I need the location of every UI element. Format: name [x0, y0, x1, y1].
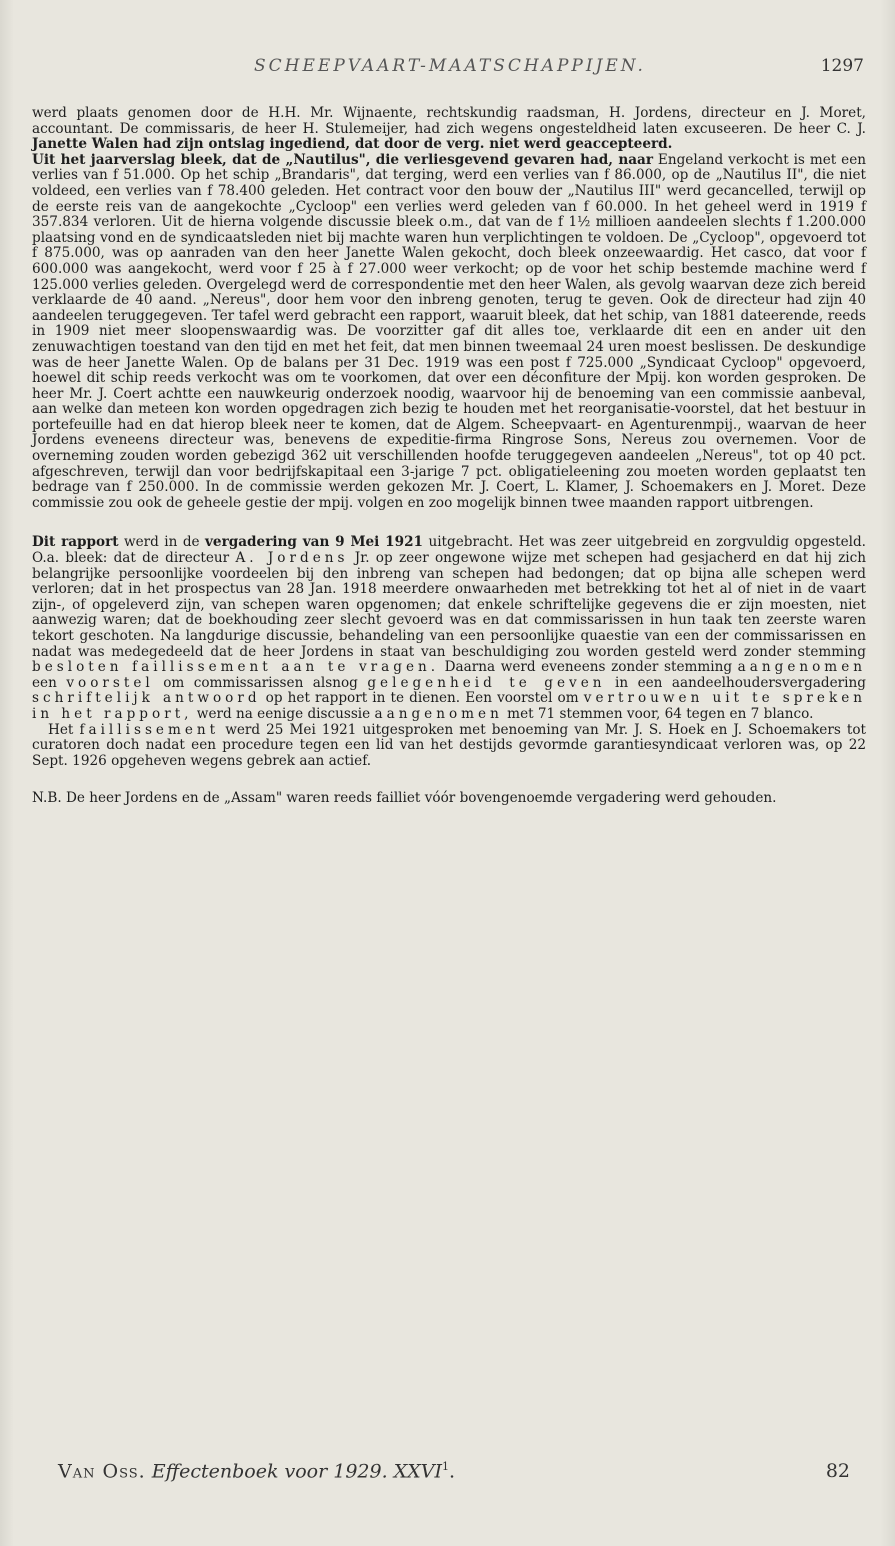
footer-volume-sup: 1 — [441, 1460, 449, 1473]
paragraph-3-spaced-1: besloten faillissement aan te vragen. — [32, 659, 440, 676]
paragraph-1-bold: Janette Walen had zijn ontslag ingediend, dat door de verg. niet werd geaccepteerd. — [32, 136, 673, 153]
paragraph-2 — [32, 153, 866, 512]
paragraph-3-meeting-date: vergadering van 9 Mei 1921 — [205, 534, 424, 551]
paragraph-2-bold: Uit het jaarverslag bleek, dat de „Nautilus", die verliesgevend gevaren had, naar — [32, 151, 653, 168]
paragraph-4 — [32, 723, 866, 770]
paragraph-3-spaced-6: vertrouwen uit te spreken in het rapport, — [32, 690, 867, 722]
paragraph-3-director-name: A. Jordens — [235, 550, 349, 567]
paragraph-3-spaced-3: voorstel — [66, 674, 154, 691]
paragraph-2-text: Engeland verkocht is met een verlies van f 51.000. Op het schip „Brandaris", dat terging, werd een verlies van f 86.000, op de „Nautilus II", die niet voldeed, een verlies van f 78.400 geleden. Het contract voor den bouw der „Nautilus III" werd gecancelled, terwijl op de eerste reis van de aangekochte „Cycloop" een verlies werd geleden van f 60.000. In het geheel werd in 1919 f 357.834 verloren. Uit de hierna volgende discussie bleek o.m., dat van de f 1½ millioen aandeelen slechts f 1.200.000 plaatsing vond en de syndicaatsleden niet bij machte waren hun verplichtingen te voldoen. De „Cycloop", opgevoerd tot f 875.000, was op aanraden van den heer Janette Walen gekocht, doch bleek onzeewaardig. Het casco, dat voor f 600.000 was aangekocht, werd voor f 25 à f 27.000 weer verkocht; op de voor het schip bestemde machine werd f 125.000 verlies geleden. Overgelegd werd de correspondentie met den heer Walen, als gevolg waarvan deze zich bereid verklaarde de 40 aand. „Nereus", door hem voor den inbreng genoten, terug te geven. Ook de directeur had zijn 40 aandeelen teruggegeven. Ter tafel werd gebracht een rapport, waaruit bleek, dat het schip, van 1881 dateerende, reeds in 1909 niet meer sloopenswaardig was. De voorzitter gaf dit alles toe, verklaarde dit een en ander uit den zenuwachtigen toestand van den tijd en met het feit, dat men binnen tweemaal 24 uren moest beslissen. De deskundige was de heer Janette Walen. Op de balans per 31 Dec. 1919 was een post f 725.000 „Syndicaat Cycloop" opgevoerd, hoewel dit schip reeds verkocht was om te voorkomen, dat over een déconfiture der Mpij. kon worden gesproken. De heer Mr. J. Coert achtte een nauwkeurig onderzoek noodig, waarvoor hij de benoeming van een commissie aanbeval, aan welke dan meteen kon worden opgedragen zich bezig te houden met het reorganisatie-voorstel, dat het bestuur in portefeuille had en dat hierop bleek neer te komen, dat de Algem. Scheepvaart- en Agenturenmpij., waarvan de heer Jordens eveneens directeur was, benevens de expeditie-firma Ringrose Sons, Nereus zou overnemen. Voor de overneming zouden worden gebezigd 362 uit verschillenden hoofde teruggegeven aandeelen „Nereus", tot op 40 pct. afgeschreven, terwijl dan voor bedrijfskapitaal een 3-jarige 7 pct. obligatieleening zou moeten worden geplaatst ten bedrage van f 250.000. In de commissie werden gekozen Mr. J. Coert, L. Klamer, J. Schoemakers en J. Moret. Deze commissie zou ook de geheele gestie der mpij. volgen en zoo mogelijk binnen twee maanden rapport uitbrengen. — [32, 151, 866, 511]
paragraph-5-note: N.B. De heer Jordens en de „Assam" waren reeds failliet vóór bovengenoemde vergadering werd gehouden. — [32, 790, 777, 807]
paragraph-3-text-f: in een aandeelhoudersvergadering — [605, 674, 866, 691]
paragraph-3-text-d: een — [32, 674, 67, 691]
footer-sheet-number: 82 — [825, 1460, 850, 1482]
paragraph-4-text-b: werd 25 Mei 1921 uitgesproken met benoeming van Mr. J. S. Hoek en J. Schoemakers tot curatoren doch nadat een procedure tegen een lid van het destijds gevormde garantiesyndicaat verloren was, op 22 Sept. 1926 opgeheven wegens gebrek aan actief. — [32, 721, 866, 769]
paragraph-4-spaced: faillissement — [79, 721, 220, 738]
paragraph-3-spaced-4: gelegenheid te geven — [367, 674, 606, 691]
paragraph-4-text-a: Het — [48, 721, 80, 738]
footer-book-title: Effectenboek voor 1929. — [151, 1460, 388, 1483]
paragraph-3-spaced-7: aangenomen — [374, 705, 503, 722]
paragraph-3-lead: Dit rapport — [32, 534, 119, 551]
paragraph-3-text-b: Jr. op zeer ongewone wijze met schepen had gesjacherd en dat hij zich belangrijke persoonlijke voordeelen bij den inbreng van schepen had bedongen; dat op bijna alle schepen werd verloren; dat in het prospectus van 28 Jan. 1918 meerdere onwaarheden met betrekking tot het al of niet in de vaart zijn-, of opgeleverd zijn, van schepen waren opgenomen; dat enkele schriftelijke gegevens die er zijn moesten, niet aanwezig waren; dat de boekhouding zeer slecht gevoerd was en dat commissarissen in hun taak ten zeerste waren tekort geschoten. Na langdurige discussie, behandeling van een persoonlijke quaestie van een der commissarissen en nadat was medegedeeld dat de heer Jordens in staat van beschuldiging zou worden gesteld werd zonder stemming — [32, 550, 866, 660]
paragraph-3-mid: werd in de — [118, 534, 206, 551]
running-head — [30, 50, 870, 80]
footer-volume: XXVI — [393, 1460, 442, 1483]
paragraph-3-text-g: op het rapport in te dienen. Een voorstel om — [260, 690, 584, 707]
paragraph-3 — [32, 535, 866, 722]
paragraph-3-text-h: werd na eenige discussie — [192, 705, 375, 722]
body-text — [32, 106, 866, 807]
paragraph-3-text-e: om commissarissen alsnog — [153, 674, 368, 691]
page-footer — [58, 1460, 850, 1486]
paragraph-3-text-a: uitgebracht. Het was zeer uitgebreid en zorgvuldig opgesteld. O.a. bleek: dat de directeur — [32, 534, 867, 567]
footer-publisher: Van Oss. — [58, 1460, 146, 1483]
paragraph-1 — [32, 106, 866, 153]
paragraph-3-spaced-5: schriftelijk antwoord — [32, 690, 261, 707]
paragraph-1-text: werd plaats genomen door de H.H. Mr. Wijnaente, rechtskundig raadsman, H. Jordens, directeur en J. Moret, accountant. De commissaris, de heer H. Stulemeijer, had zich wegens ongesteldheid laten excuseeren. De heer C. J. — [32, 105, 866, 137]
footer-source: Van Oss. Effectenboek voor 1929. XXVI$^1$. — [58, 1460, 456, 1483]
paragraph-3-text-i: met 71 stemmen voor, 64 tegen en 7 blanco. — [502, 705, 814, 722]
paragraph-3-text-c: Daarna werd eveneens zonder stemming — [439, 659, 738, 676]
running-title: SCHEEPVAART-MAATSCHAPPIJEN. — [254, 56, 646, 76]
paragraph-3-spaced-2: aangenomen — [737, 659, 866, 676]
page-number: 1297 — [820, 56, 864, 76]
